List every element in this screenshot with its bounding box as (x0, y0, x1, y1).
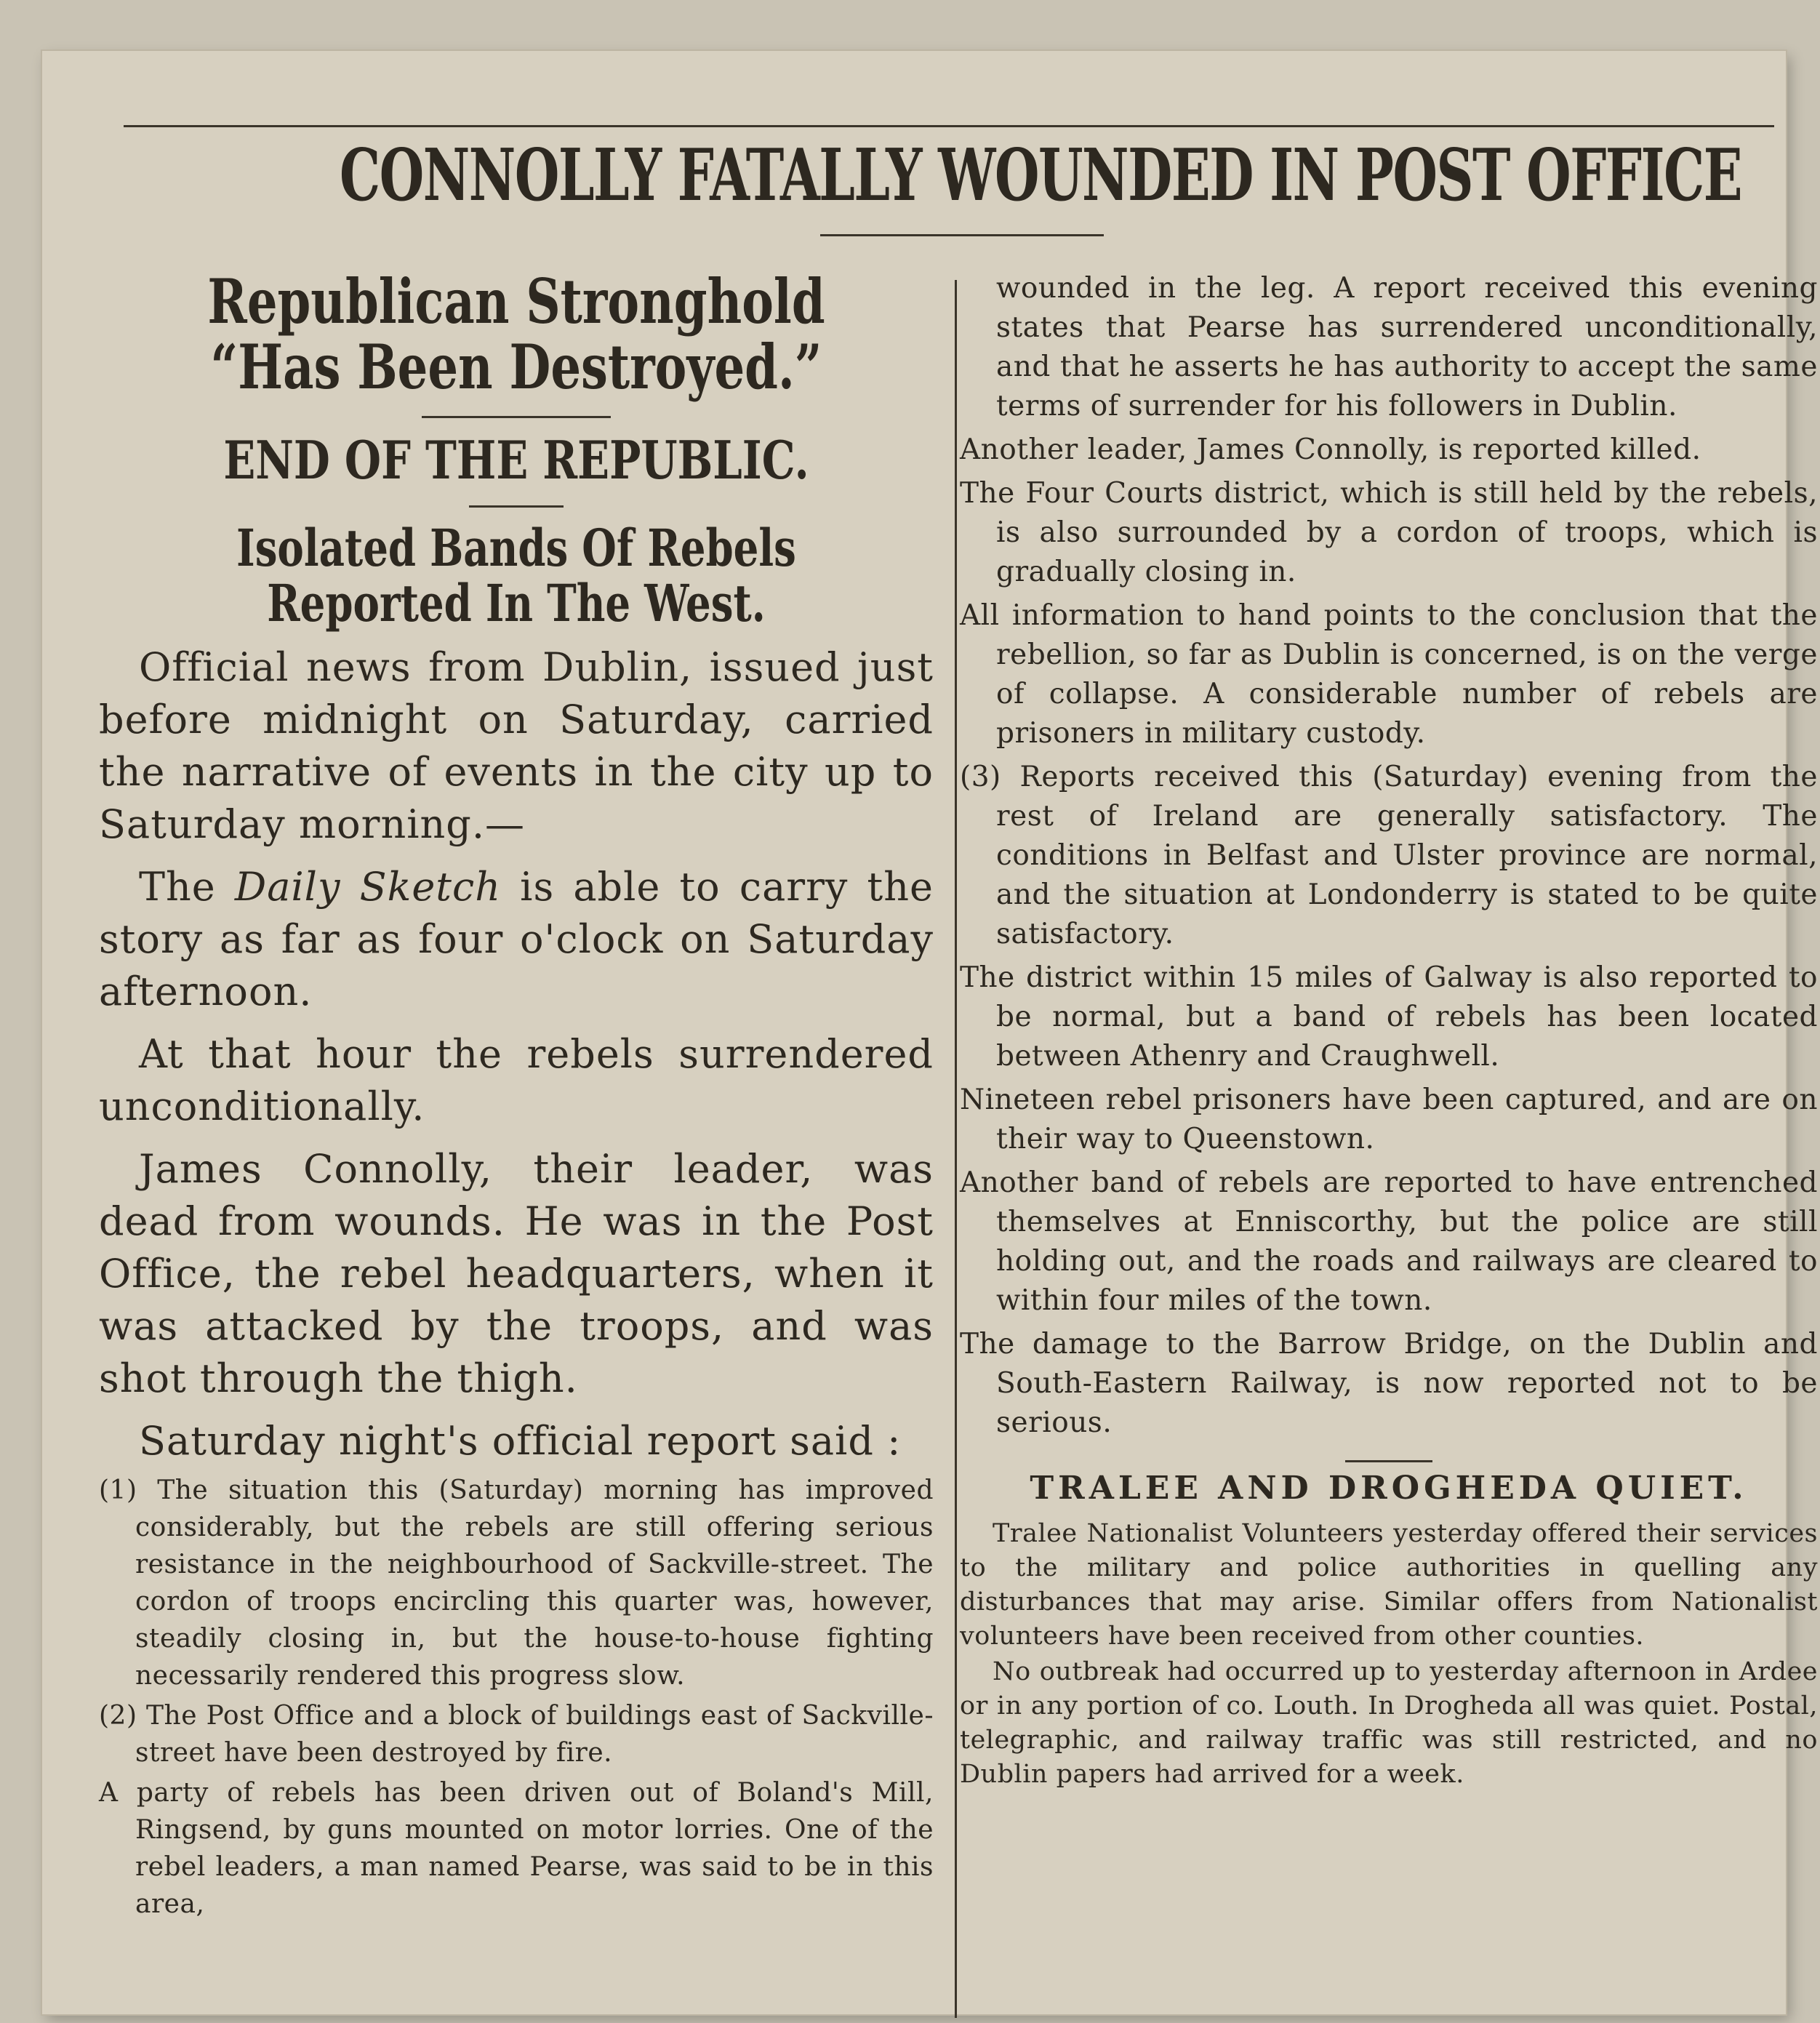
left-column (99, 265, 934, 1926)
column-divider (955, 280, 957, 2018)
paragraph: wounded in the leg. A report received this evening states that Pearse has surrendered unconditionally, and that he asserts he has authority to accept the same terms of surrender for his followers in Dublin. (996, 272, 1818, 422)
paragraph: All information to hand points to the conclusion that the rebellion, so far as Dublin is concerned, is on the verge of collapse. A considerable number of rebels are prisoners in military custody. (960, 599, 1818, 750)
subheading-rule (422, 416, 611, 418)
newspaper-clipping (42, 51, 1818, 2014)
left-body-large (99, 641, 934, 1467)
paragraph: James Connolly, their leader, was dead from wounds. He was in the Post Office, the rebel headquarters, when it was attacked by the troops, and was shot through the thigh. (99, 1146, 934, 1401)
paragraph: The district within 15 miles of Galway is also reported to be normal, but a band of rebels has been located between Athenry and Craughwell. (960, 961, 1818, 1073)
paragraph: No outbreak had occurred up to yesterday afternoon in Ardee or in any portion of co. Louth. In Drogheda all was quiet. Postal, telegraphic, and railway traffic was still restricted, and no Dublin papers had arrived for a week. (960, 1657, 1818, 1789)
paragraph: Another leader, James Connolly, is reported killed. (960, 433, 1701, 466)
paragraph: Tralee Nationalist Volunteers yesterday offered their services to the military and police authorities in quelling any disturbances that may arise. Similar offers from Nationalist volunteers have been received from other counties. (960, 1519, 1818, 1651)
headline: CONNOLLY FATALLY WOUNDED IN POST OFFICE (339, 134, 1742, 217)
paragraph: A party of rebels has been driven out of Boland's Mill, Ringsend, by guns mounted on motor lorries. One of the rebel leaders, a man named Pearse, was said to be in this area, (99, 1778, 934, 1919)
left-body-small (99, 1472, 934, 1923)
paragraph: Nineteen rebel prisoners have been captured, and are on their way to Queenstown. (960, 1083, 1818, 1155)
right-column (960, 269, 1818, 1793)
subheading-isolated-bands: Isolated Bands Of Rebels Reported In The West. (236, 518, 796, 633)
subheading-end-of-republic: END OF THE REPUBLIC. (223, 429, 809, 491)
section-rule (1345, 1460, 1432, 1462)
paragraph: The damage to the Barrow Bridge, on the Dublin and South-Eastern Railway, is now reported not to be serious. (960, 1328, 1818, 1439)
section-title: TRALEE AND DROGHEDA QUIET. (1030, 1470, 1748, 1507)
top-rule (124, 125, 1774, 127)
paragraph: Another band of rebels are reported to have entrenched themselves at Enniscorthy, but the police are still holding out, and the roads and railways are cleared to within four miles of the town. (960, 1166, 1818, 1317)
paragraph: The Four Courts district, which is still held by the rebels, is also surrounded by a cordon of troops, which is gradually closing in. (960, 477, 1818, 588)
publication-name: Daily Sketch (234, 864, 502, 910)
paragraph: At that hour the rebels surrendered unconditionally. (99, 1031, 934, 1129)
headline-rule (820, 234, 1104, 236)
subheading-stronghold: Republican Stronghold “Has Been Destroyed.” (207, 265, 825, 403)
paragraph: The Daily Sketch is able to carry the story as far as four o'clock on Saturday afternoon. (99, 864, 934, 1014)
subheading-rule-small (469, 505, 564, 508)
tralee-section (960, 1460, 1818, 1792)
paragraph: Saturday night's official report said : (139, 1418, 902, 1464)
paragraph: Official news from Dublin, issued just before midnight on Saturday, carried the narrative of events in the city up to Saturday morning.— (99, 644, 934, 847)
paragraph: (2) The Post Office and a block of buildings east of Sackville-street have been destroyed by fire. (99, 1701, 934, 1768)
paragraph: (1) The situation this (Saturday) morning has improved considerably, but the rebels are still offering serious resistance in the neighbourhood of Sackville-street. The cordon of troops encircling this quarter was, however, steadily closing in, but the house-to-house fighting necessarily rendered this progress slow. (99, 1475, 934, 1691)
paragraph: (3) Reports received this (Saturday) evening from the rest of Ireland are generally satisfactory. The conditions in Belfast and Ulster province are normal, and the situation at Londonderry is stated to be quite satisfactory. (960, 761, 1818, 950)
